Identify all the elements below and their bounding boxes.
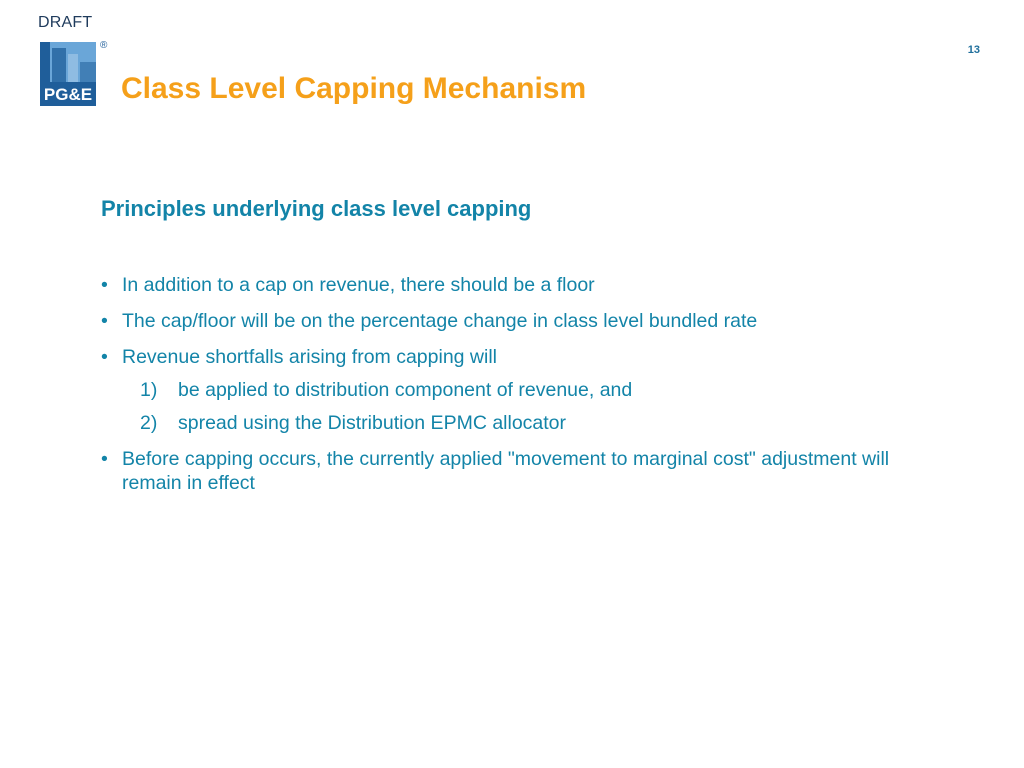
bullet-text: The cap/floor will be on the percentage change in class level bundled rate — [122, 310, 758, 332]
bullet-marker: • — [101, 274, 108, 296]
page-number: 13 — [967, 44, 980, 56]
subitem-text: be applied to distribution component of revenue, and — [178, 379, 633, 401]
numbered-subitem — [101, 378, 921, 402]
bullet-text: Before capping occurs, the currently applied "movement to marginal cost" adjustment will remain in effect — [122, 448, 890, 494]
bullet-text: Revenue shortfalls arising from capping will — [122, 346, 498, 368]
bullet-item — [101, 309, 921, 333]
bullet-marker: • — [101, 346, 108, 368]
registered-mark: ® — [100, 40, 108, 51]
pge-logo-icon — [40, 42, 96, 106]
bullet-item — [101, 273, 921, 297]
slide-title: Class Level Capping Mechanism — [121, 72, 587, 105]
logo-text: PG&E — [43, 85, 93, 104]
section-subtitle: Principles underlying class level capping — [101, 196, 532, 221]
numbered-sublist — [122, 378, 921, 435]
subitem-number: 2) — [140, 412, 158, 434]
bullet-marker: • — [101, 448, 108, 470]
bullet-text: In addition to a cap on revenue, there should be a floor — [122, 274, 595, 296]
numbered-subitem — [101, 411, 921, 435]
pge-logo-graphic — [40, 42, 96, 106]
bullet-item — [101, 345, 921, 435]
bullet-marker: • — [101, 310, 108, 332]
bullet-list — [101, 273, 921, 507]
draft-label: DRAFT — [38, 14, 93, 31]
subitem-number: 1) — [140, 379, 158, 401]
subitem-text: spread using the Distribution EPMC allocator — [178, 412, 567, 434]
bullet-item — [101, 447, 921, 495]
